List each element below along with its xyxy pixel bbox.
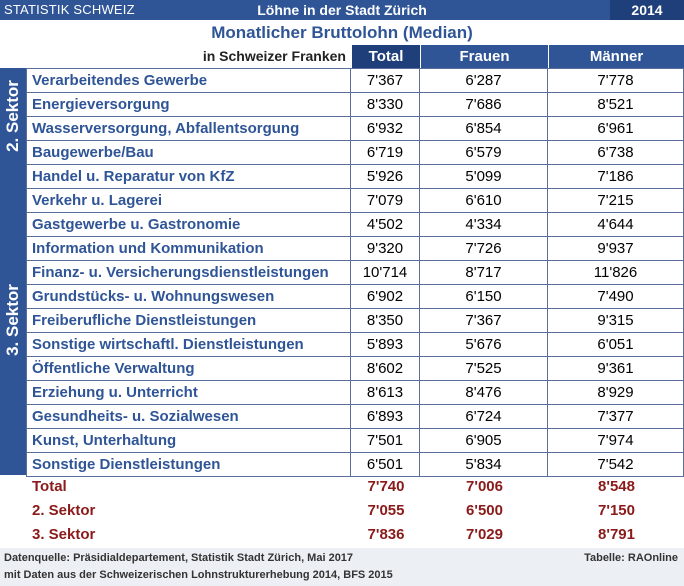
cell-frauen: 5'834 [420,453,548,477]
row-label: Öffentliche Verwaltung [27,357,351,381]
table-row [27,141,684,165]
cell-frauen: 6'150 [420,285,548,309]
cell-total: 6'719 [351,141,420,165]
cell-total: 7'367 [351,69,420,93]
table-subtitle: Monatlicher Bruttolohn (Median) [211,23,473,42]
row-label: Verkehr u. Lagerei [27,189,351,213]
title-bar [0,0,684,20]
row-label: Sonstige wirtschaftl. Dienstleistungen [27,333,351,357]
wage-table [26,68,684,477]
cell-maenner: 8'929 [548,381,684,405]
cell-frauen: 5'676 [420,333,548,357]
cell-total: 7'501 [351,429,420,453]
cell-maenner: 7'377 [548,405,684,429]
cell-maenner: 7'778 [548,69,684,93]
row-label: Wasserversorgung, Abfallentsorgung [27,117,351,141]
cell-total: 6'501 [351,453,420,477]
totals-total: 7'740 [367,478,405,495]
sector-label-2 [0,68,26,164]
column-header-frauen: Frauen [421,45,548,68]
cell-maenner: 6'051 [548,333,684,357]
cell-total: 4'502 [351,213,420,237]
sector-label-3-text: 3. Sektor [3,283,22,356]
row-label: Grundstücks- u. Wohnungswesen [27,285,351,309]
cell-frauen: 6'579 [420,141,548,165]
table-row [27,309,684,333]
totals-label: 3. Sektor [32,526,96,543]
cell-maenner: 7'542 [548,453,684,477]
totals-label: 2. Sektor [32,502,96,519]
column-header-total: Total [352,45,420,68]
cell-maenner: 7'490 [548,285,684,309]
table-row [27,165,684,189]
cell-maenner: 7'186 [548,165,684,189]
cell-maenner: 7'215 [548,189,684,213]
cell-total: 6'902 [351,285,420,309]
cell-frauen: 8'476 [420,381,548,405]
table-row [27,117,684,141]
row-label: Kunst, Unterhaltung [27,429,351,453]
cell-maenner: 11'826 [548,261,684,285]
table-row [27,453,684,477]
year-badge: 2014 [610,0,684,20]
cell-frauen: 6'287 [420,69,548,93]
row-label: Finanz- u. Versicherungsdienstleistungen [27,261,351,285]
cell-maenner: 8'521 [548,93,684,117]
row-label: Freiberufliche Dienstleistungen [27,309,351,333]
table-row [27,213,684,237]
row-label: Baugewerbe/Bau [27,141,351,165]
source-line-2: mit Daten aus der Schweizerischen Lohnstrukturerhebung 2014, BFS 2015 [4,569,393,581]
page-title: Löhne in der Stadt Zürich [257,2,427,18]
totals-row [26,475,684,499]
column-header-maenner: Männer [549,45,684,68]
totals-total: 7'055 [367,502,405,519]
table-row [27,333,684,357]
row-label: Energieversorgung [27,93,351,117]
cell-frauen: 7'367 [420,309,548,333]
row-label: Gesundheits- u. Sozialwesen [27,405,351,429]
table-row [27,189,684,213]
cell-frauen: 6'854 [420,117,548,141]
cell-maenner: 6'961 [548,117,684,141]
table-row [27,357,684,381]
cell-total: 5'926 [351,165,420,189]
cell-total: 6'893 [351,405,420,429]
totals-frauen: 7'006 [466,478,503,495]
cell-frauen: 8'717 [420,261,548,285]
cell-total: 8'602 [351,357,420,381]
row-label: Handel u. Reparatur von KfZ [27,165,351,189]
cell-total: 9'320 [351,237,420,261]
cell-frauen: 5'099 [420,165,548,189]
totals-maenner: 7'150 [598,502,635,519]
cell-frauen: 7'525 [420,357,548,381]
cell-maenner: 9'361 [548,357,684,381]
cell-frauen: 4'334 [420,213,548,237]
source-line-1: Datenquelle: Präsidialdepartement, Statistik Stadt Zürich, Mai 2017 [4,552,354,564]
totals-frauen: 6'500 [466,502,503,519]
cell-frauen: 6'905 [420,429,548,453]
cell-total: 10'714 [351,261,420,285]
cell-frauen: 7'726 [420,237,548,261]
footer [0,548,684,586]
cell-maenner: 4'644 [548,213,684,237]
totals-row [26,499,684,523]
sector-label-2-text: 2. Sektor [3,80,22,152]
cell-total: 8'350 [351,309,420,333]
table-row [27,381,684,405]
table-row [27,429,684,453]
sector-label-3 [0,164,26,475]
table-row [27,93,684,117]
cell-total: 5'893 [351,333,420,357]
table-row [27,261,684,285]
cell-frauen: 6'610 [420,189,548,213]
totals-maenner: 8'791 [598,526,635,543]
table-credit: Tabelle: RAOnline [584,552,678,564]
row-label: Information und Kommunikation [27,237,351,261]
cell-frauen: 7'686 [420,93,548,117]
totals-maenner: 8'548 [598,478,635,495]
table-row [27,69,684,93]
totals-total: 7'836 [367,526,405,543]
row-label: Verarbeitendes Gewerbe [27,69,351,93]
cell-total: 8'613 [351,381,420,405]
totals-row [26,523,684,547]
cell-total: 7'079 [351,189,420,213]
totals-section [26,475,684,547]
row-label: Sonstige Dienstleistungen [27,453,351,477]
cell-total: 6'932 [351,117,420,141]
table-row [27,405,684,429]
table-row [27,285,684,309]
cell-maenner: 9'315 [548,309,684,333]
cell-frauen: 6'724 [420,405,548,429]
row-label: Gastgewerbe u. Gastronomie [27,213,351,237]
row-label: Erziehung u. Unterricht [27,381,351,405]
totals-label: Total [32,478,67,495]
cell-maenner: 6'738 [548,141,684,165]
table-row [27,237,684,261]
totals-frauen: 7'029 [466,526,503,543]
unit-label: in Schweizer Franken [202,48,346,64]
cell-maenner: 9'937 [548,237,684,261]
cell-total: 8'330 [351,93,420,117]
brand-label: STATISTIK SCHWEIZ [4,2,135,17]
cell-maenner: 7'974 [548,429,684,453]
